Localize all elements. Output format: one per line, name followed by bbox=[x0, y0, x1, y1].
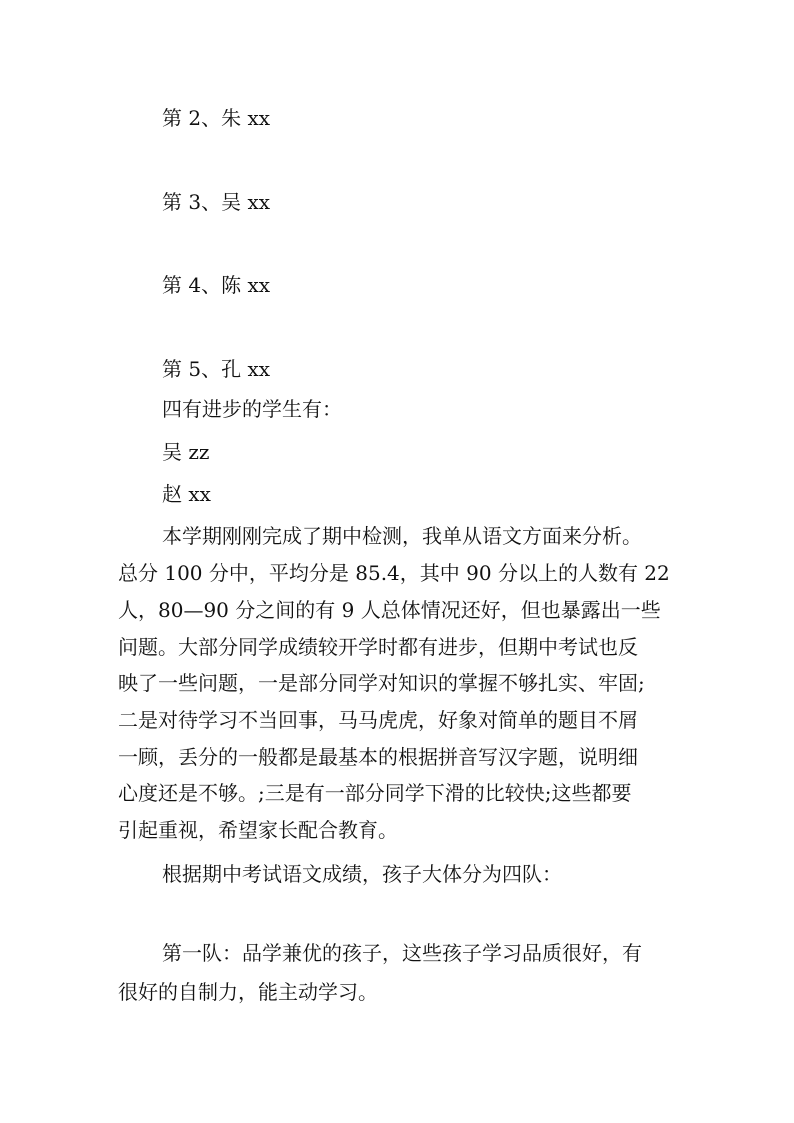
analysis-line: 二是对待学习不当回事，马马虎虎，好象对简单的题目不屑 bbox=[118, 708, 638, 732]
team1-line: 第一队：品学兼优的孩子，这些孩子学习品质很好，有 bbox=[162, 941, 642, 965]
ranking-item: 第 5、孔 xx bbox=[162, 357, 270, 381]
teams-intro: 根据期中考试语文成绩，孩子大体分为四队： bbox=[162, 862, 562, 886]
progress-student: 吴 zz bbox=[162, 440, 210, 464]
ranking-item: 第 2、朱 xx bbox=[162, 106, 270, 130]
ranking-item: 第 4、陈 xx bbox=[162, 273, 270, 297]
analysis-line: 总分 100 分中，平均分是 85.4，其中 90 分以上的人数有 22 bbox=[118, 561, 670, 585]
team1-line: 很好的自制力，能主动学习。 bbox=[118, 980, 378, 1004]
analysis-line: 引起重视，希望家长配合教育。 bbox=[118, 818, 398, 842]
analysis-line: 映了一些问题，一是部分同学对知识的掌握不够扎实、牢固; bbox=[118, 671, 645, 695]
analysis-line: 问题。大部分同学成绩较开学时都有进步，但期中考试也反 bbox=[118, 635, 638, 659]
progress-heading: 四有进步的学生有： bbox=[162, 397, 342, 421]
analysis-line: 人，80—90 分之间的有 9 人总体情况还好，但也暴露出一些 bbox=[118, 598, 661, 622]
ranking-item: 第 3、吴 xx bbox=[162, 190, 270, 214]
progress-student: 赵 xx bbox=[162, 482, 211, 506]
analysis-line: 心度还是不够。;三是有一部分同学下滑的比较快;这些都要 bbox=[118, 781, 632, 805]
analysis-line: 本学期刚刚完成了期中检测，我单从语文方面来分析。 bbox=[162, 524, 642, 548]
analysis-line: 一顾，丢分的一般都是最基本的根据拼音写汉字题，说明细 bbox=[118, 745, 638, 769]
